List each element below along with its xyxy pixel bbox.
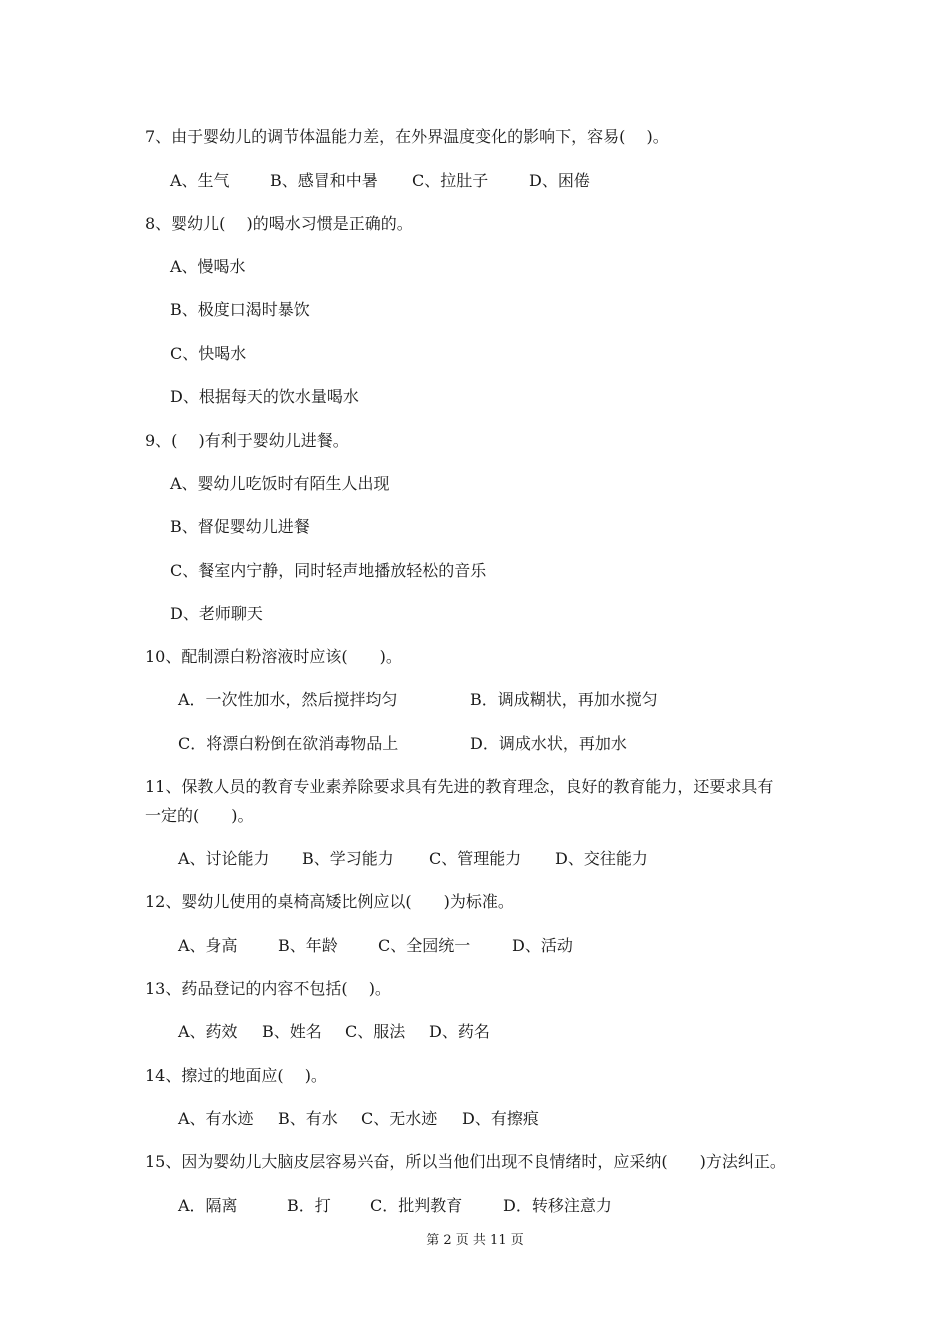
option-d: D、药名: [429, 1022, 490, 1041]
question-stem-continued: 一定的( )。: [145, 806, 254, 825]
question-stem: 9、( )有利于婴幼儿进餐。: [145, 431, 349, 450]
page-number-footer: 第 2 页 共 11 页: [426, 1233, 524, 1248]
option-d: D．调成水状，再加水: [470, 734, 627, 753]
option-c: C、餐室内宁静，同时轻声地播放轻松的音乐: [170, 561, 487, 580]
option-c: C、服法: [345, 1022, 406, 1041]
option-a: A、药效: [178, 1022, 238, 1041]
option-c: C、管理能力: [429, 849, 522, 868]
option-d: D、活动: [512, 936, 573, 955]
option-b: B、有水: [278, 1109, 338, 1128]
option-b: B、年龄: [278, 936, 338, 955]
option-b: B、感冒和中暑: [270, 171, 378, 190]
question-stem: 14、擦过的地面应( )。: [145, 1066, 327, 1085]
option-c: C、全园统一: [378, 936, 471, 955]
question-stem: 7、由于婴幼儿的调节体温能力差，在外界温度变化的影响下，容易( )。: [145, 127, 669, 146]
option-d: D、根据每天的饮水量喝水: [170, 387, 359, 406]
option-d: D、交往能力: [555, 849, 648, 868]
option-b: B、督促婴幼儿进餐: [170, 517, 310, 536]
option-b: B、学习能力: [302, 849, 394, 868]
option-c: C、拉肚子: [412, 171, 489, 190]
option-d: D、老师聊天: [170, 604, 263, 623]
question-stem: 13、药品登记的内容不包括( )。: [145, 979, 391, 998]
option-d: D、有擦痕: [462, 1109, 539, 1128]
option-b: B、姓名: [262, 1022, 322, 1041]
option-a: A、婴幼儿吃饭时有陌生人出现: [170, 474, 390, 493]
option-c: C．批判教育: [370, 1196, 463, 1215]
question-stem: 10、配制漂白粉溶液时应该( )。: [145, 647, 402, 666]
option-b: B．打: [287, 1196, 331, 1215]
option-a: A、生气: [170, 171, 230, 190]
option-a: A、身高: [178, 936, 238, 955]
option-d: D、困倦: [529, 171, 590, 190]
option-a: A、讨论能力: [178, 849, 270, 868]
question-stem: 15、因为婴幼儿大脑皮层容易兴奋，所以当他们出现不良情绪时，应采纳( )方法纠正。: [145, 1152, 786, 1171]
question-stem: 12、婴幼儿使用的桌椅高矮比例应以( )为标准。: [145, 892, 514, 911]
option-a: A．一次性加水，然后搅拌均匀: [178, 690, 398, 709]
option-c: C、快喝水: [170, 344, 247, 363]
option-a: A、慢喝水: [170, 257, 246, 276]
option-b: B、极度口渴时暴饮: [170, 300, 310, 319]
option-a: A、有水迹: [178, 1109, 254, 1128]
option-d: D．转移注意力: [503, 1196, 612, 1215]
option-a: A．隔离: [178, 1196, 238, 1215]
question-stem: 8、婴幼儿( )的喝水习惯是正确的。: [145, 214, 413, 233]
option-c: C．将漂白粉倒在欲消毒物品上: [178, 734, 399, 753]
question-stem: 11、保教人员的教育专业素养除要求具有先进的教育理念，良好的教育能力，还要求具有: [145, 777, 774, 796]
option-c: C、无水迹: [361, 1109, 438, 1128]
option-b: B．调成糊状，再加水搅匀: [470, 690, 658, 709]
